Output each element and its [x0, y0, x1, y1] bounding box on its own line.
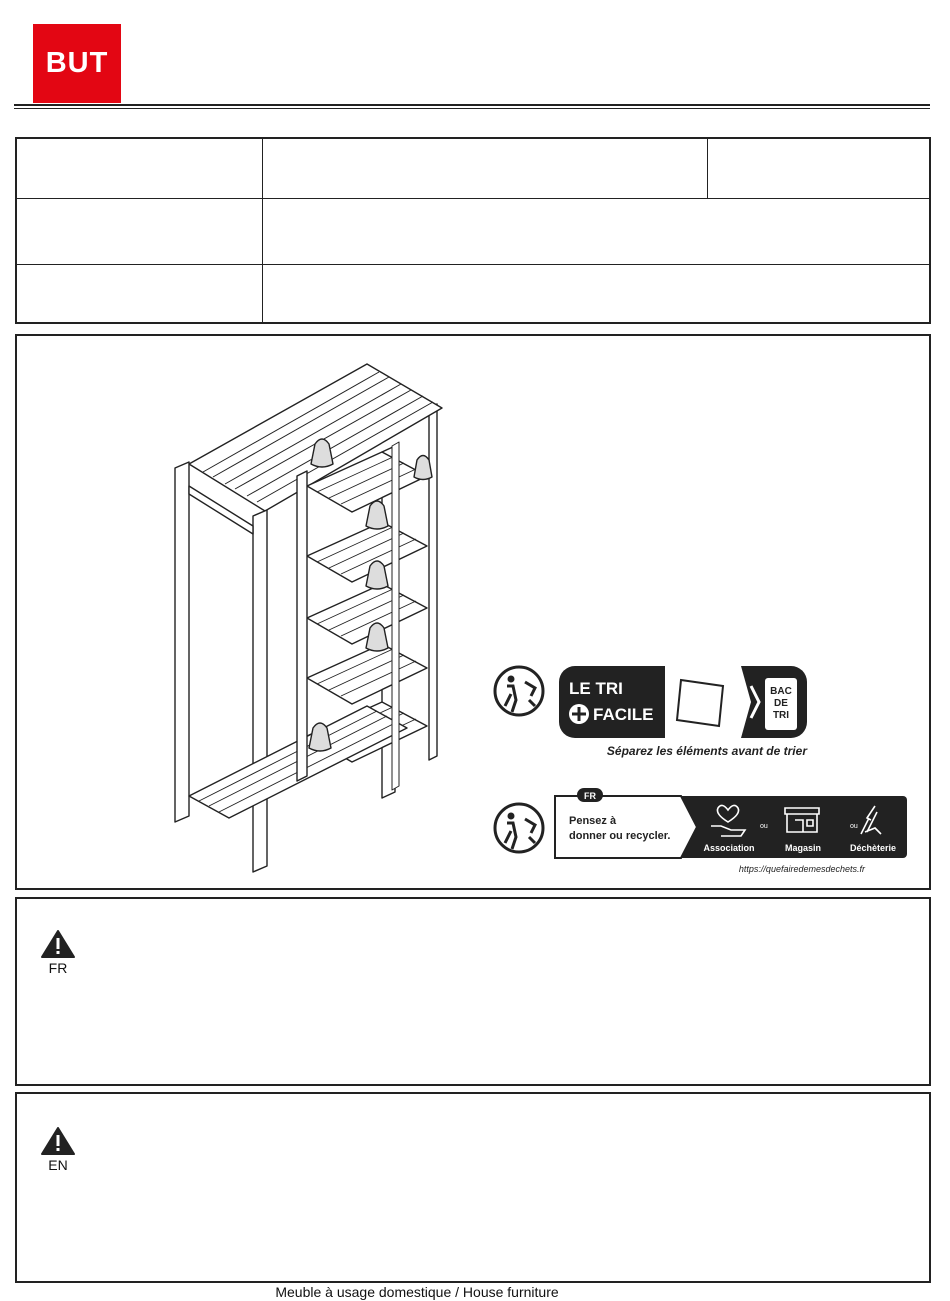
recycling-triman-badge: [493, 664, 823, 764]
product-image-panel: [15, 334, 931, 890]
brand-logo: [33, 24, 121, 103]
table-column-divider: [707, 139, 708, 199]
warning-panel-fr: [15, 897, 931, 1086]
donate-recycle-badge: [493, 788, 913, 878]
svg-text:TRI: TRI: [772, 710, 790, 721]
language-label-fr: FR: [48, 960, 68, 976]
triman-headline-1: LE TRI: [569, 679, 623, 698]
or-separator: ou: [760, 823, 768, 830]
donate-message-1: Pensez à: [569, 815, 617, 827]
warning-icon: [40, 1126, 76, 1160]
option-decheterie: Déchèterie: [849, 843, 897, 853]
or-separator: ou: [850, 823, 858, 830]
table-row-divider: [17, 198, 929, 199]
triman-caption: Séparez les éléments avant de trier: [606, 744, 807, 758]
table-row-divider: [17, 264, 929, 265]
warning-icon: [40, 929, 76, 963]
option-association: Association: [703, 843, 755, 853]
donate-message-2: donner ou recycler.: [569, 830, 671, 842]
footer-text: Meuble à usage domestique / House furniture: [275, 1284, 559, 1300]
paper-icon: [677, 680, 723, 726]
country-tag: FR: [584, 791, 596, 801]
svg-text:DE: DE: [774, 698, 788, 709]
recycling-url: https://quefairedemesdechets.fr: [738, 864, 865, 874]
triman-icon: [495, 667, 543, 715]
product-info-table: [15, 137, 931, 324]
language-label-en: EN: [48, 1157, 68, 1173]
header-divider: [14, 104, 930, 106]
brand-logo-text: BUT: [45, 47, 109, 79]
triman-headline-2: FACILE: [593, 705, 654, 724]
shelving-unit-illustration: [167, 356, 467, 876]
table-column-divider: [262, 139, 263, 322]
svg-text:BAC: BAC: [770, 686, 792, 697]
option-magasin: Magasin: [784, 843, 822, 853]
header-divider-thin: [14, 108, 930, 109]
warning-panel-en: [15, 1092, 931, 1283]
triman-icon: [495, 804, 543, 852]
sorting-bin-icon: [765, 678, 797, 730]
